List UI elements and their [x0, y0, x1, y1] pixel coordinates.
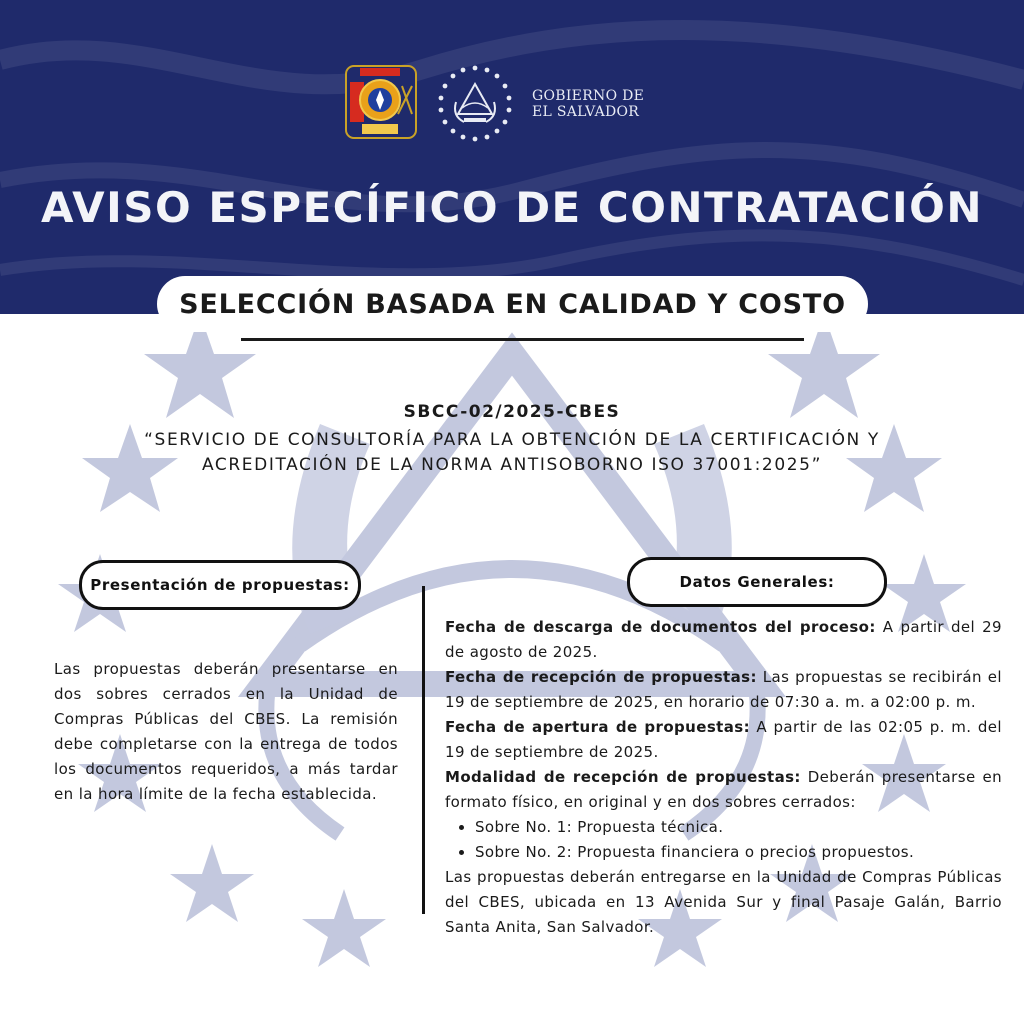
logos-group: [340, 64, 680, 140]
list-item: • Sobre No. 2: Propuesta financiera o precios propuestos.: [475, 840, 1002, 865]
presentation-body: Las propuestas deberán presentarse en dos sobres cerrados en la Unidad de Compras Públicas del CBES. La remisión debe completarse con la entrega de todos los documentos requeridos, a más tardar en la hora límite de la fecha establecida.: [54, 660, 398, 803]
header-banner: [0, 0, 1024, 314]
modality-label: Modalidad de recepción de propuestas:: [445, 768, 801, 786]
download-date-value: A partir del 29 de agosto de 2025.: [445, 618, 1002, 661]
opening-date-paragraph: [445, 715, 1002, 765]
envelope-list: [445, 815, 1002, 865]
download-date-label: Fecha de descarga de documentos del proceso:: [445, 618, 876, 636]
page-title: AVISO ESPECÍFICO DE CONTRATACIÓN: [41, 183, 983, 232]
delivery-paragraph: Las propuestas deberán entregarse en la Unidad de Compras Públicas del CBES, ubicada en 13 Avenida Sur y final Pasaje Galán, Barrio Santa Anita, San Salvador.: [445, 868, 1002, 936]
general-data-section: [445, 615, 1002, 940]
government-name: [532, 88, 682, 120]
subtitle-underline: [241, 338, 804, 341]
general-heading: Datos Generales:: [627, 557, 887, 607]
reception-date-paragraph: [445, 665, 1002, 715]
process-code: SBCC-02/2025-CBES: [403, 402, 621, 422]
subtitle-pill: SELECCIÓN BASADA EN CALIDAD Y COSTO: [157, 276, 868, 332]
government-name-line2: EL SALVADOR: [532, 104, 640, 120]
escudo-el-salvador-icon: [434, 64, 516, 142]
presentation-heading: Presentación de propuestas:: [79, 560, 361, 610]
opening-date-value: A partir de las 02:05 p. m. del 19 de septiembre de 2025.: [445, 718, 1002, 761]
column-divider: [422, 586, 425, 914]
process-name: “SERVICIO DE CONSULTORÍA PARA LA OBTENCIÓN DE LA CERTIFICACIÓN Y ACREDITACIÓN DE LA NORMA ANTISOBORNO ISO 37001:2025”: [144, 430, 880, 475]
header-texture: [0, 0, 1024, 314]
modality-paragraph: [445, 765, 1002, 815]
reception-date-label: Fecha de recepción de propuestas:: [445, 668, 757, 686]
reception-date-value: Las propuestas se recibirán el 19 de septiembre de 2025, en horario de 07:30 a. m. a 02:00 p. m.: [445, 668, 1002, 711]
modality-value: Deberán presentarse en formato físico, en original y en dos sobres cerrados:: [445, 768, 1002, 811]
government-name-line1: GOBIERNO DE: [532, 88, 645, 104]
download-date-paragraph: [445, 615, 1002, 665]
opening-date-label: Fecha de apertura de propuestas:: [445, 718, 750, 736]
list-item: • Sobre No. 1: Propuesta técnica.: [475, 815, 1002, 840]
bomberos-logo-icon: [340, 64, 420, 140]
